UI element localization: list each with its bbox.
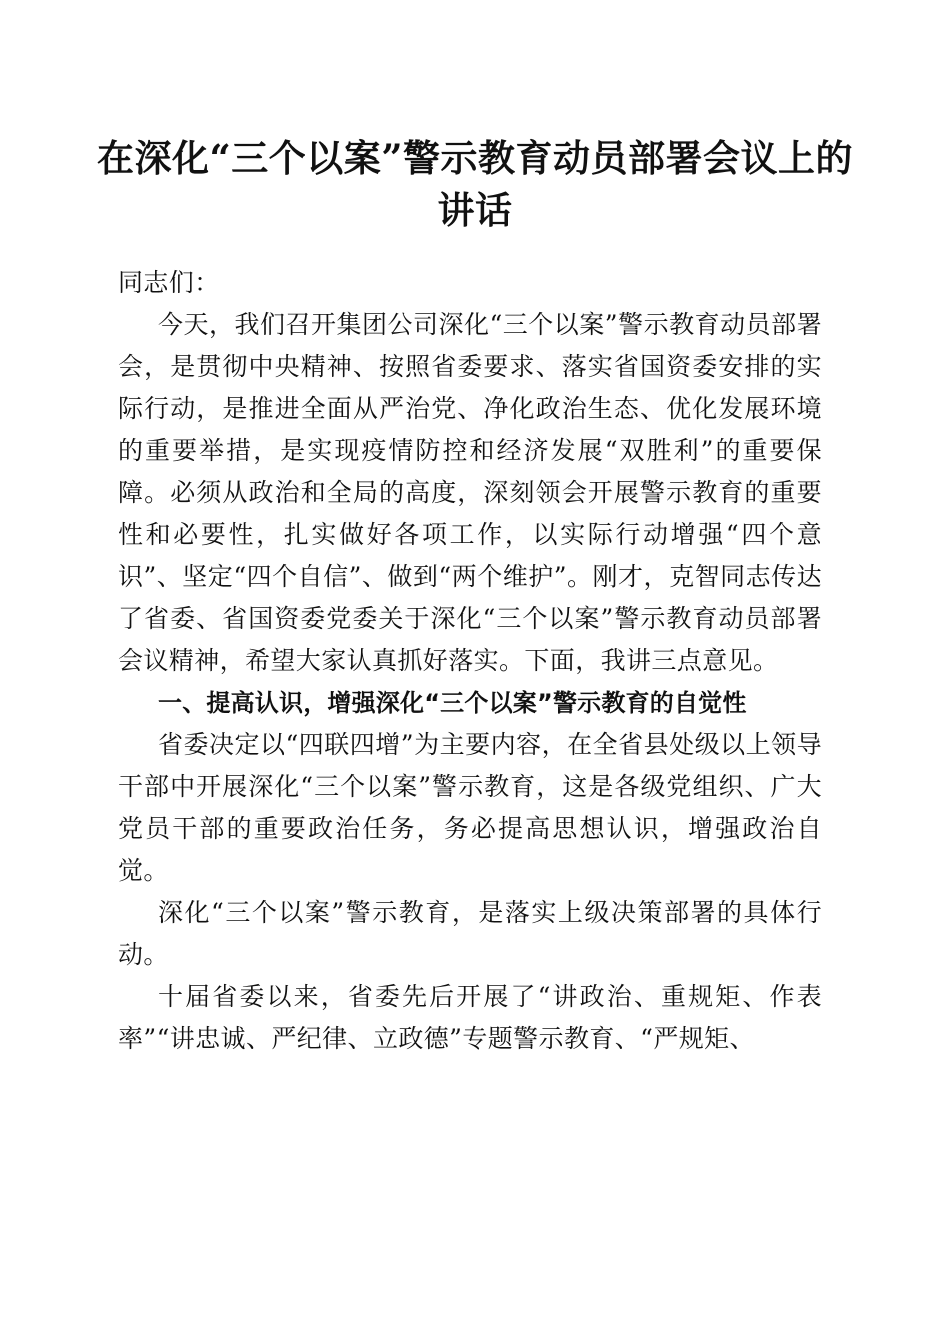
salutation: 同志们： xyxy=(118,268,220,297)
section-paragraph: 省委决定以“四联四增”为主要内容，在全省县处级以上领导干部中开展深化“三个以案”警示教育，这是各级党组织、广大党员干部的重要政治任务，务必提高思想认识，增强政治自觉。 xyxy=(118,730,822,885)
document-title: 在深化“三个以案”警示教育动员部署会议上的讲话 xyxy=(96,136,854,232)
document-body xyxy=(118,262,822,1060)
section-paragraph: 深化“三个以案”警示教育，是落实上级决策部署的具体行动。 xyxy=(118,898,822,969)
section-heading: 一、提高认识，增强深化“三个以案”警示教育的自觉性 xyxy=(158,689,747,717)
intro-paragraph: 今天，我们召开集团公司深化“三个以案”警示教育动员部署会，是贯彻中央精神、按照省委要求、落实省国资委安排的实际行动，是推进全面从严治党、净化政治生态、优化发展环境的重要举措，是实现疫情防控和经济发展“双胜利”的重要保障。必须从政治和全局的高度，深刻领会开展警示教育的重要性和必要性，扎实做好各项工作，以实际行动增强“四个意识”、坚定“四个自信”、做到“两个维护”。刚才，克智同志传达了省委、省国资委党委关于深化“三个以案”警示教育动员部署会议精神，希望大家认真抓好落实。下面，我讲三点意见。 xyxy=(118,310,822,675)
section-paragraph: 十届省委以来，省委先后开展了“讲政治、重规矩、作表率”“讲忠诚、严纪律、立政德”专题警示教育、“严规矩、 xyxy=(118,982,822,1053)
